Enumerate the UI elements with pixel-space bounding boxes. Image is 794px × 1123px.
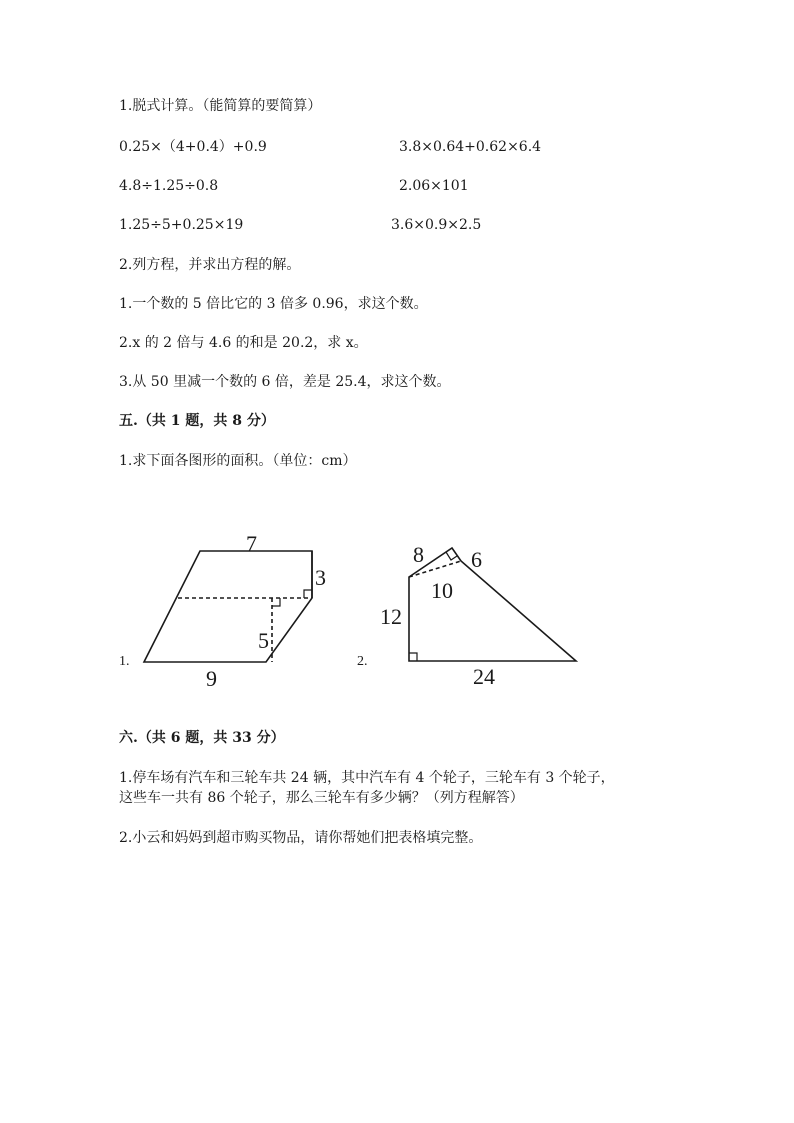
section6-q2: 2.小云和妈妈到超市购买物品，请你帮她们把表格填完整。 [119, 830, 483, 846]
right-angle-mark-1 [272, 598, 280, 606]
section6-heading: 六.（共 6 题，共 33 分） [119, 730, 285, 746]
trapezoid-outline [144, 551, 312, 662]
fig2-label-e: 24 [473, 664, 495, 689]
figure-2-composite [409, 548, 576, 661]
equation-item-3: 3.从 50 里减一个数的 6 倍，差是 25.4，求这个数。 [119, 374, 451, 390]
fig1-index: 1. [119, 654, 130, 669]
fig1-label-bottom: 9 [206, 666, 217, 691]
equation-item-1: 1.一个数的 5 倍比它的 3 倍多 0.96，求这个数。 [119, 296, 428, 312]
fig2-index: 2. [357, 654, 368, 669]
fig2-label-a: 8 [413, 542, 424, 567]
section6-q1-line1: 1.停车场有汽车和三轮车共 24 辆，其中汽车有 4 个轮子，三轮车有 3 个轮子， [119, 770, 615, 786]
fig2-label-d: 12 [380, 604, 402, 629]
composite-outline [409, 548, 576, 661]
fig2-label-b: 6 [471, 547, 482, 572]
fig2-label-c: 10 [431, 578, 453, 603]
right-angle-mark-3 [409, 653, 417, 661]
calc-expr-1: 0.25×（4+0.4）+0.9 [119, 139, 267, 155]
calc-expr-4: 2.06×101 [399, 178, 469, 194]
calc-expr-6: 3.6×0.9×2.5 [391, 217, 482, 233]
calc-expr-2: 3.8×0.64+0.62×6.4 [399, 139, 542, 155]
section5-heading: 五.（共 1 题，共 8 分） [119, 413, 275, 429]
section6-q1-line2: 这些车一共有 86 个轮子，那么三轮车有多少辆？（列方程解答） [119, 790, 524, 806]
equation-item-2: 2.x 的 2 倍与 4.6 的和是 20.2，求 x。 [119, 335, 368, 351]
area-figures [0, 520, 794, 740]
calc-expr-5: 1.25÷5+0.25×19 [119, 217, 244, 233]
fig1-label-right: 3 [315, 565, 326, 590]
fig1-label-top: 7 [246, 531, 257, 556]
q1-title: 1.脱式计算。（能简算的要简算） [119, 98, 322, 114]
right-angle-mark-2 [304, 590, 312, 598]
calc-expr-3: 4.8÷1.25÷0.8 [119, 178, 219, 194]
figure-1-trapezoid [144, 551, 312, 662]
fig1-label-height: 5 [258, 628, 269, 653]
q2-title: 2.列方程，并求出方程的解。 [119, 257, 301, 273]
section5-q1: 1.求下面各图形的面积。（单位：cm） [119, 453, 357, 469]
